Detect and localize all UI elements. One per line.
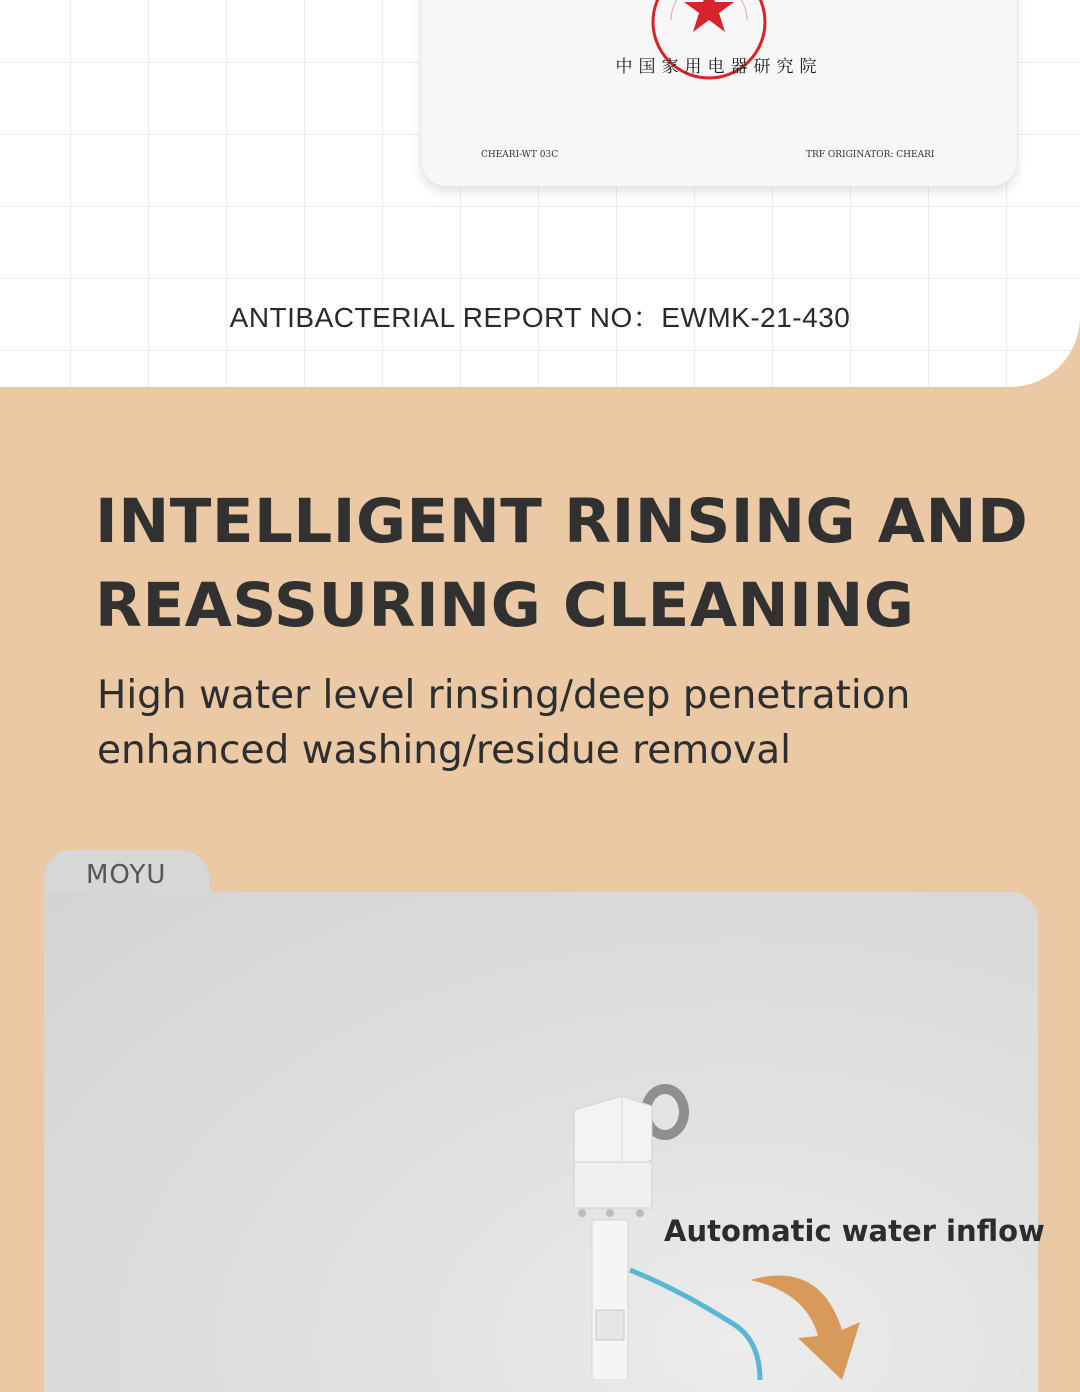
page-headline bbox=[95, 480, 1028, 648]
subheadline-line-2: enhanced washing/residue removal bbox=[97, 728, 791, 773]
headline-line-1: INTELLIGENT RINSING AND bbox=[95, 486, 1029, 557]
water-flow-arrow-icon bbox=[750, 1276, 860, 1380]
subheadline-line-1: High water level rinsing/deep penetration bbox=[97, 673, 911, 718]
report-number: ANTIBACTERIAL REPORT NO：EWMK-21-430 bbox=[229, 302, 851, 333]
certificate-footer-right: TRF ORIGINATOR: CHEARI bbox=[806, 150, 935, 160]
headline-line-2: REASSURING CLEANING bbox=[95, 570, 915, 641]
brand-tab-label: MOYU bbox=[86, 860, 167, 890]
water-inflow-callout: Automatic water inflow bbox=[664, 1214, 1045, 1248]
test-certificate bbox=[420, 0, 1018, 187]
water-hose-icon bbox=[630, 1270, 760, 1380]
page-subheadline bbox=[97, 668, 910, 778]
certificate-issuer: 中国家用电器研究院 bbox=[615, 57, 823, 77]
certificate-footer-left: CHEARI-WT 03C bbox=[481, 150, 559, 160]
product-photo-panel bbox=[44, 892, 1038, 1392]
